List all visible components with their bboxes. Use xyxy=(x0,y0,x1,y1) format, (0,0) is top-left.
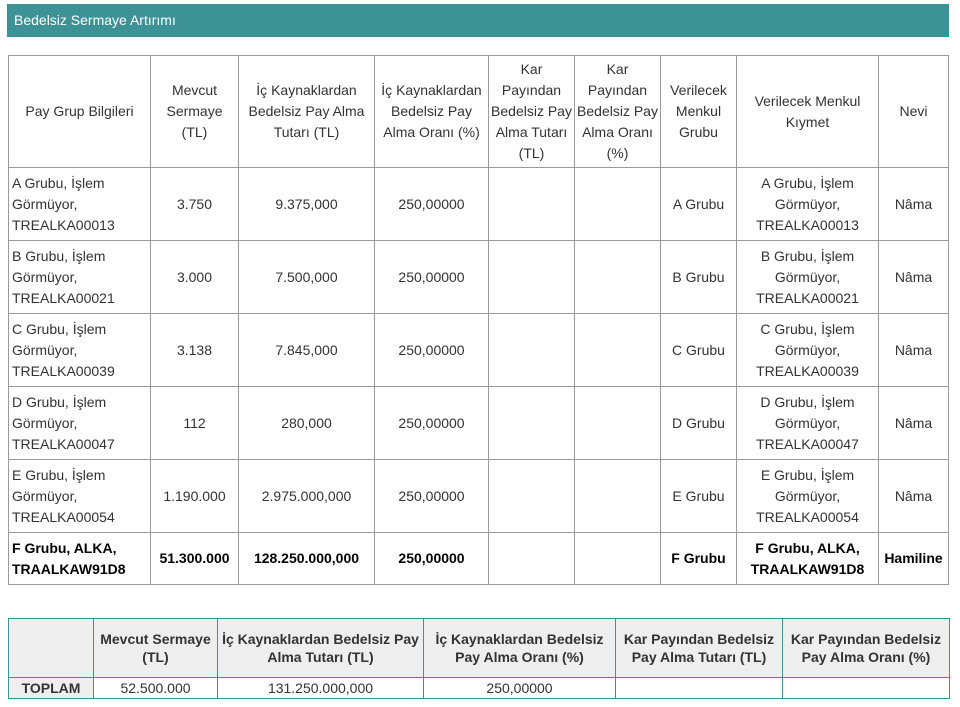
table-cell: 280,000 xyxy=(239,387,375,460)
table-cell xyxy=(575,241,661,314)
table-cell: F Grubu xyxy=(661,533,737,585)
table-cell: 128.250.000,000 xyxy=(239,533,375,585)
section-title: Bedelsiz Sermaye Artırımı xyxy=(14,12,176,28)
table-cell: 51.300.000 xyxy=(151,533,239,585)
table-cell: B Grubu, İşlem Görmüyor, TREALKA00021 xyxy=(9,241,151,314)
totals-column-header: İç Kaynaklardan Bedelsiz Pay Alma Tutarı (TL) xyxy=(218,619,424,678)
table-cell xyxy=(575,533,661,585)
table-cell: 250,00000 xyxy=(375,533,489,585)
totals-row xyxy=(9,678,950,699)
table-cell xyxy=(489,533,575,585)
table-cell xyxy=(575,460,661,533)
table-cell: 250,00000 xyxy=(375,168,489,241)
table-cell xyxy=(489,460,575,533)
table-row xyxy=(9,533,949,585)
table-cell: Nâma xyxy=(879,460,949,533)
table-cell: A Grubu, İşlem Görmüyor, TREALKA00013 xyxy=(737,168,879,241)
table-cell xyxy=(575,314,661,387)
table-cell: F Grubu, ALKA, TRAALKAW91D8 xyxy=(9,533,151,585)
totals-table xyxy=(8,618,950,699)
table-header-row xyxy=(9,56,949,168)
table-cell xyxy=(489,314,575,387)
table-cell: 112 xyxy=(151,387,239,460)
column-header: Verilecek Menkul Grubu xyxy=(661,56,737,168)
table-cell: Nâma xyxy=(879,241,949,314)
totals-column-header: İç Kaynaklardan Bedelsiz Pay Alma Oranı (%) xyxy=(424,619,616,678)
table-cell: C Grubu, İşlem Görmüyor, TREALKA00039 xyxy=(9,314,151,387)
table-cell: 250,00000 xyxy=(375,314,489,387)
column-header: İç Kaynaklardan Bedelsiz Pay Alma Tutarı (TL) xyxy=(239,56,375,168)
totals-cell: 52.500.000 xyxy=(94,678,218,699)
table-cell: 250,00000 xyxy=(375,241,489,314)
column-header: Nevi xyxy=(879,56,949,168)
table-cell: A Grubu xyxy=(661,168,737,241)
totals-cell: 131.250.000,000 xyxy=(218,678,424,699)
table-cell: F Grubu, ALKA, TRAALKAW91D8 xyxy=(737,533,879,585)
table-row xyxy=(9,241,949,314)
table-cell: Nâma xyxy=(879,168,949,241)
table-cell: 7.500,000 xyxy=(239,241,375,314)
table-cell: C Grubu, İşlem Görmüyor, TREALKA00039 xyxy=(737,314,879,387)
table-cell: C Grubu xyxy=(661,314,737,387)
table-cell: 1.190.000 xyxy=(151,460,239,533)
totals-column-header xyxy=(9,619,94,678)
table-cell: E Grubu, İşlem Görmüyor, TREALKA00054 xyxy=(9,460,151,533)
table-row xyxy=(9,387,949,460)
table-cell: E Grubu xyxy=(661,460,737,533)
column-header: Mevcut Sermaye (TL) xyxy=(151,56,239,168)
table-cell xyxy=(489,241,575,314)
table-cell xyxy=(575,168,661,241)
totals-label: TOPLAM xyxy=(9,678,94,699)
column-header: Verilecek Menkul Kıymet xyxy=(737,56,879,168)
table-cell: 3.750 xyxy=(151,168,239,241)
table-row xyxy=(9,460,949,533)
table-row xyxy=(9,314,949,387)
totals-cell xyxy=(616,678,783,699)
table-cell: 250,00000 xyxy=(375,387,489,460)
table-cell: D Grubu, İşlem Görmüyor, TREALKA00047 xyxy=(9,387,151,460)
table-cell: 2.975.000,000 xyxy=(239,460,375,533)
column-header: Kar Payından Bedelsiz Pay Alma Tutarı (TL) xyxy=(489,56,575,168)
table-cell xyxy=(575,387,661,460)
table-cell: A Grubu, İşlem Görmüyor, TREALKA00013 xyxy=(9,168,151,241)
table-cell: Nâma xyxy=(879,314,949,387)
table-cell: B Grubu xyxy=(661,241,737,314)
table-cell: B Grubu, İşlem Görmüyor, TREALKA00021 xyxy=(737,241,879,314)
table-cell: 7.845,000 xyxy=(239,314,375,387)
table-cell: 3.000 xyxy=(151,241,239,314)
totals-cell xyxy=(783,678,950,699)
column-header: Pay Grup Bilgileri xyxy=(9,56,151,168)
column-header: Kar Payından Bedelsiz Pay Alma Oranı (%) xyxy=(575,56,661,168)
table-cell: Nâma xyxy=(879,387,949,460)
table-row xyxy=(9,168,949,241)
totals-column-header: Mevcut Sermaye (TL) xyxy=(94,619,218,678)
section-header xyxy=(7,4,949,37)
table-cell: E Grubu, İşlem Görmüyor, TREALKA00054 xyxy=(737,460,879,533)
table-cell: D Grubu xyxy=(661,387,737,460)
table-cell xyxy=(489,168,575,241)
totals-column-header: Kar Payından Bedelsiz Pay Alma Oranı (%) xyxy=(783,619,950,678)
table-cell: 3.138 xyxy=(151,314,239,387)
table-cell: D Grubu, İşlem Görmüyor, TREALKA00047 xyxy=(737,387,879,460)
table-cell: 250,00000 xyxy=(375,460,489,533)
totals-cell: 250,00000 xyxy=(424,678,616,699)
capital-increase-table xyxy=(8,55,949,585)
totals-column-header: Kar Payından Bedelsiz Pay Alma Tutarı (TL) xyxy=(616,619,783,678)
column-header: İç Kaynaklardan Bedelsiz Pay Alma Oranı (%) xyxy=(375,56,489,168)
table-cell xyxy=(489,387,575,460)
table-cell: 9.375,000 xyxy=(239,168,375,241)
table-cell: Hamiline xyxy=(879,533,949,585)
totals-header-row xyxy=(9,619,950,678)
